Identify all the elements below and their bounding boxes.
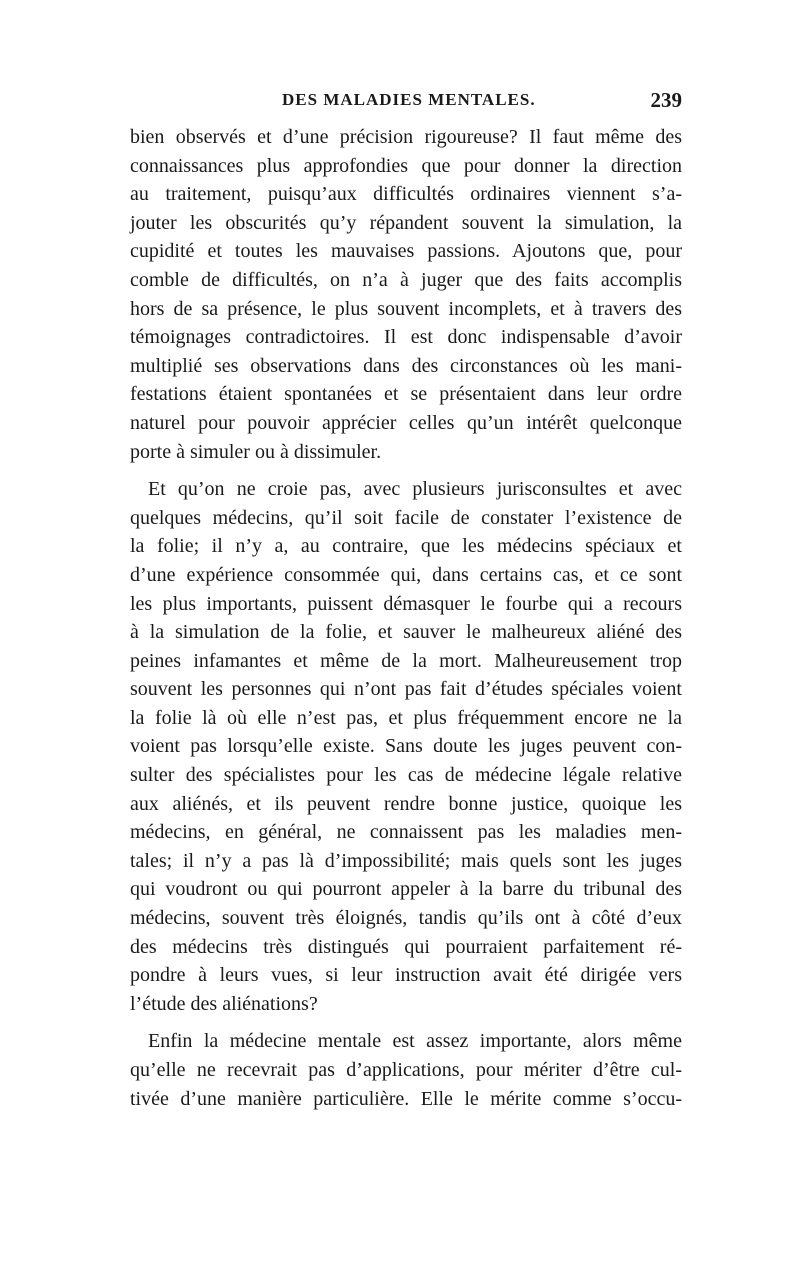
text-line: cupidité et toutes les mauvaises passions. Ajoutons que, pour	[130, 240, 682, 263]
text-line: les plus importants, puissent démasquer le fourbe qui a recours	[130, 592, 682, 615]
text-line: qui voudront ou qui pourront appeler à la barre du tribunal des	[130, 878, 682, 901]
text-line: médecins, en général, ne connaissent pas les maladies men-	[130, 821, 682, 844]
text-line: aux aliénés, et ils peuvent rendre bonne justice, quoique les	[130, 792, 682, 815]
text-line: la folie là où elle n’est pas, et plus fréquemment encore ne la	[130, 706, 682, 729]
text-line: pondre à leurs vues, si leur instruction avait été dirigée vers	[130, 964, 682, 987]
text-line: à la simulation de la folie, et sauver le malheureux aliéné des	[130, 621, 682, 644]
text-line: témoignages contradictoires. Il est donc indispensable d’avoir	[130, 326, 682, 349]
running-head	[130, 90, 682, 118]
text-line: porte à simuler ou à dissimuler.	[130, 440, 382, 463]
text-line: la folie; il n’y a, au contraire, que les médecins spéciaux et	[130, 535, 682, 558]
text-line: médecins, souvent très éloignés, tandis qu’ils ont à côté d’eux	[130, 907, 682, 930]
paragraph-2	[130, 475, 682, 1018]
text-line: tales; il n’y a pas là d’impossibilité; mais quels sont les juges	[130, 849, 682, 872]
text-line: festations étaient spontanées et se présentaient dans leur ordre	[130, 383, 682, 406]
text-line: comble de difficultés, on n’a à juger que des faits accomplis	[130, 268, 682, 291]
text-line: des médecins très distingués qui pourraient parfaitement ré-	[130, 935, 682, 958]
text-line: d’une expérience consommée qui, dans certains cas, et ce sont	[130, 563, 682, 586]
text-line: bien observés et d’une précision rigoureuse? Il faut même des	[130, 126, 682, 148]
running-title: DES MALADIES MENTALES.	[282, 90, 536, 109]
text-line: l’étude des aliénations?	[130, 992, 318, 1015]
text-line: qu’elle ne recevrait pas d’applications, pour mériter d’être cul-	[130, 1059, 682, 1081]
paragraph-3	[130, 1027, 682, 1113]
text-line: au traitement, puisqu’aux difficultés ordinaires viennent s’a-	[130, 183, 682, 206]
text-line: Enfin la médecine mentale est assez importante, alors même	[148, 1030, 682, 1053]
text-line: jouter les obscurités qu’y répandent souvent la simulation, la	[130, 211, 682, 234]
text-line: peines infamantes et même de la mort. Malheureusement trop	[130, 649, 682, 672]
paragraph-1	[130, 123, 682, 466]
text-line: souvent les personnes qui n’ont pas fait d’études spéciales voient	[130, 678, 682, 701]
text-line: voient pas lorsqu’elle existe. Sans doute les juges peuvent con-	[130, 735, 682, 758]
body-text	[130, 123, 682, 1113]
text-line: quelques médecins, qu’il soit facile de constater l’existence de	[130, 506, 682, 529]
text-line: Et qu’on ne croie pas, avec plusieurs jurisconsultes et avec	[148, 478, 682, 501]
text-line: tivée d’une manière particulière. Elle le mérite comme s’occu-	[130, 1087, 682, 1110]
text-line: hors de sa présence, le plus souvent incomplets, et à travers des	[130, 297, 682, 320]
text-line: naturel pour pouvoir apprécier celles qu’un intérêt quelconque	[130, 411, 682, 434]
text-line: sulter des spécialistes pour les cas de médecine légale relative	[130, 764, 682, 787]
text-line: connaissances plus approfondies que pour donner la direction	[130, 154, 682, 177]
page-number: 239	[650, 88, 682, 112]
text-line: multiplié ses observations dans des circonstances où les mani-	[130, 354, 682, 377]
